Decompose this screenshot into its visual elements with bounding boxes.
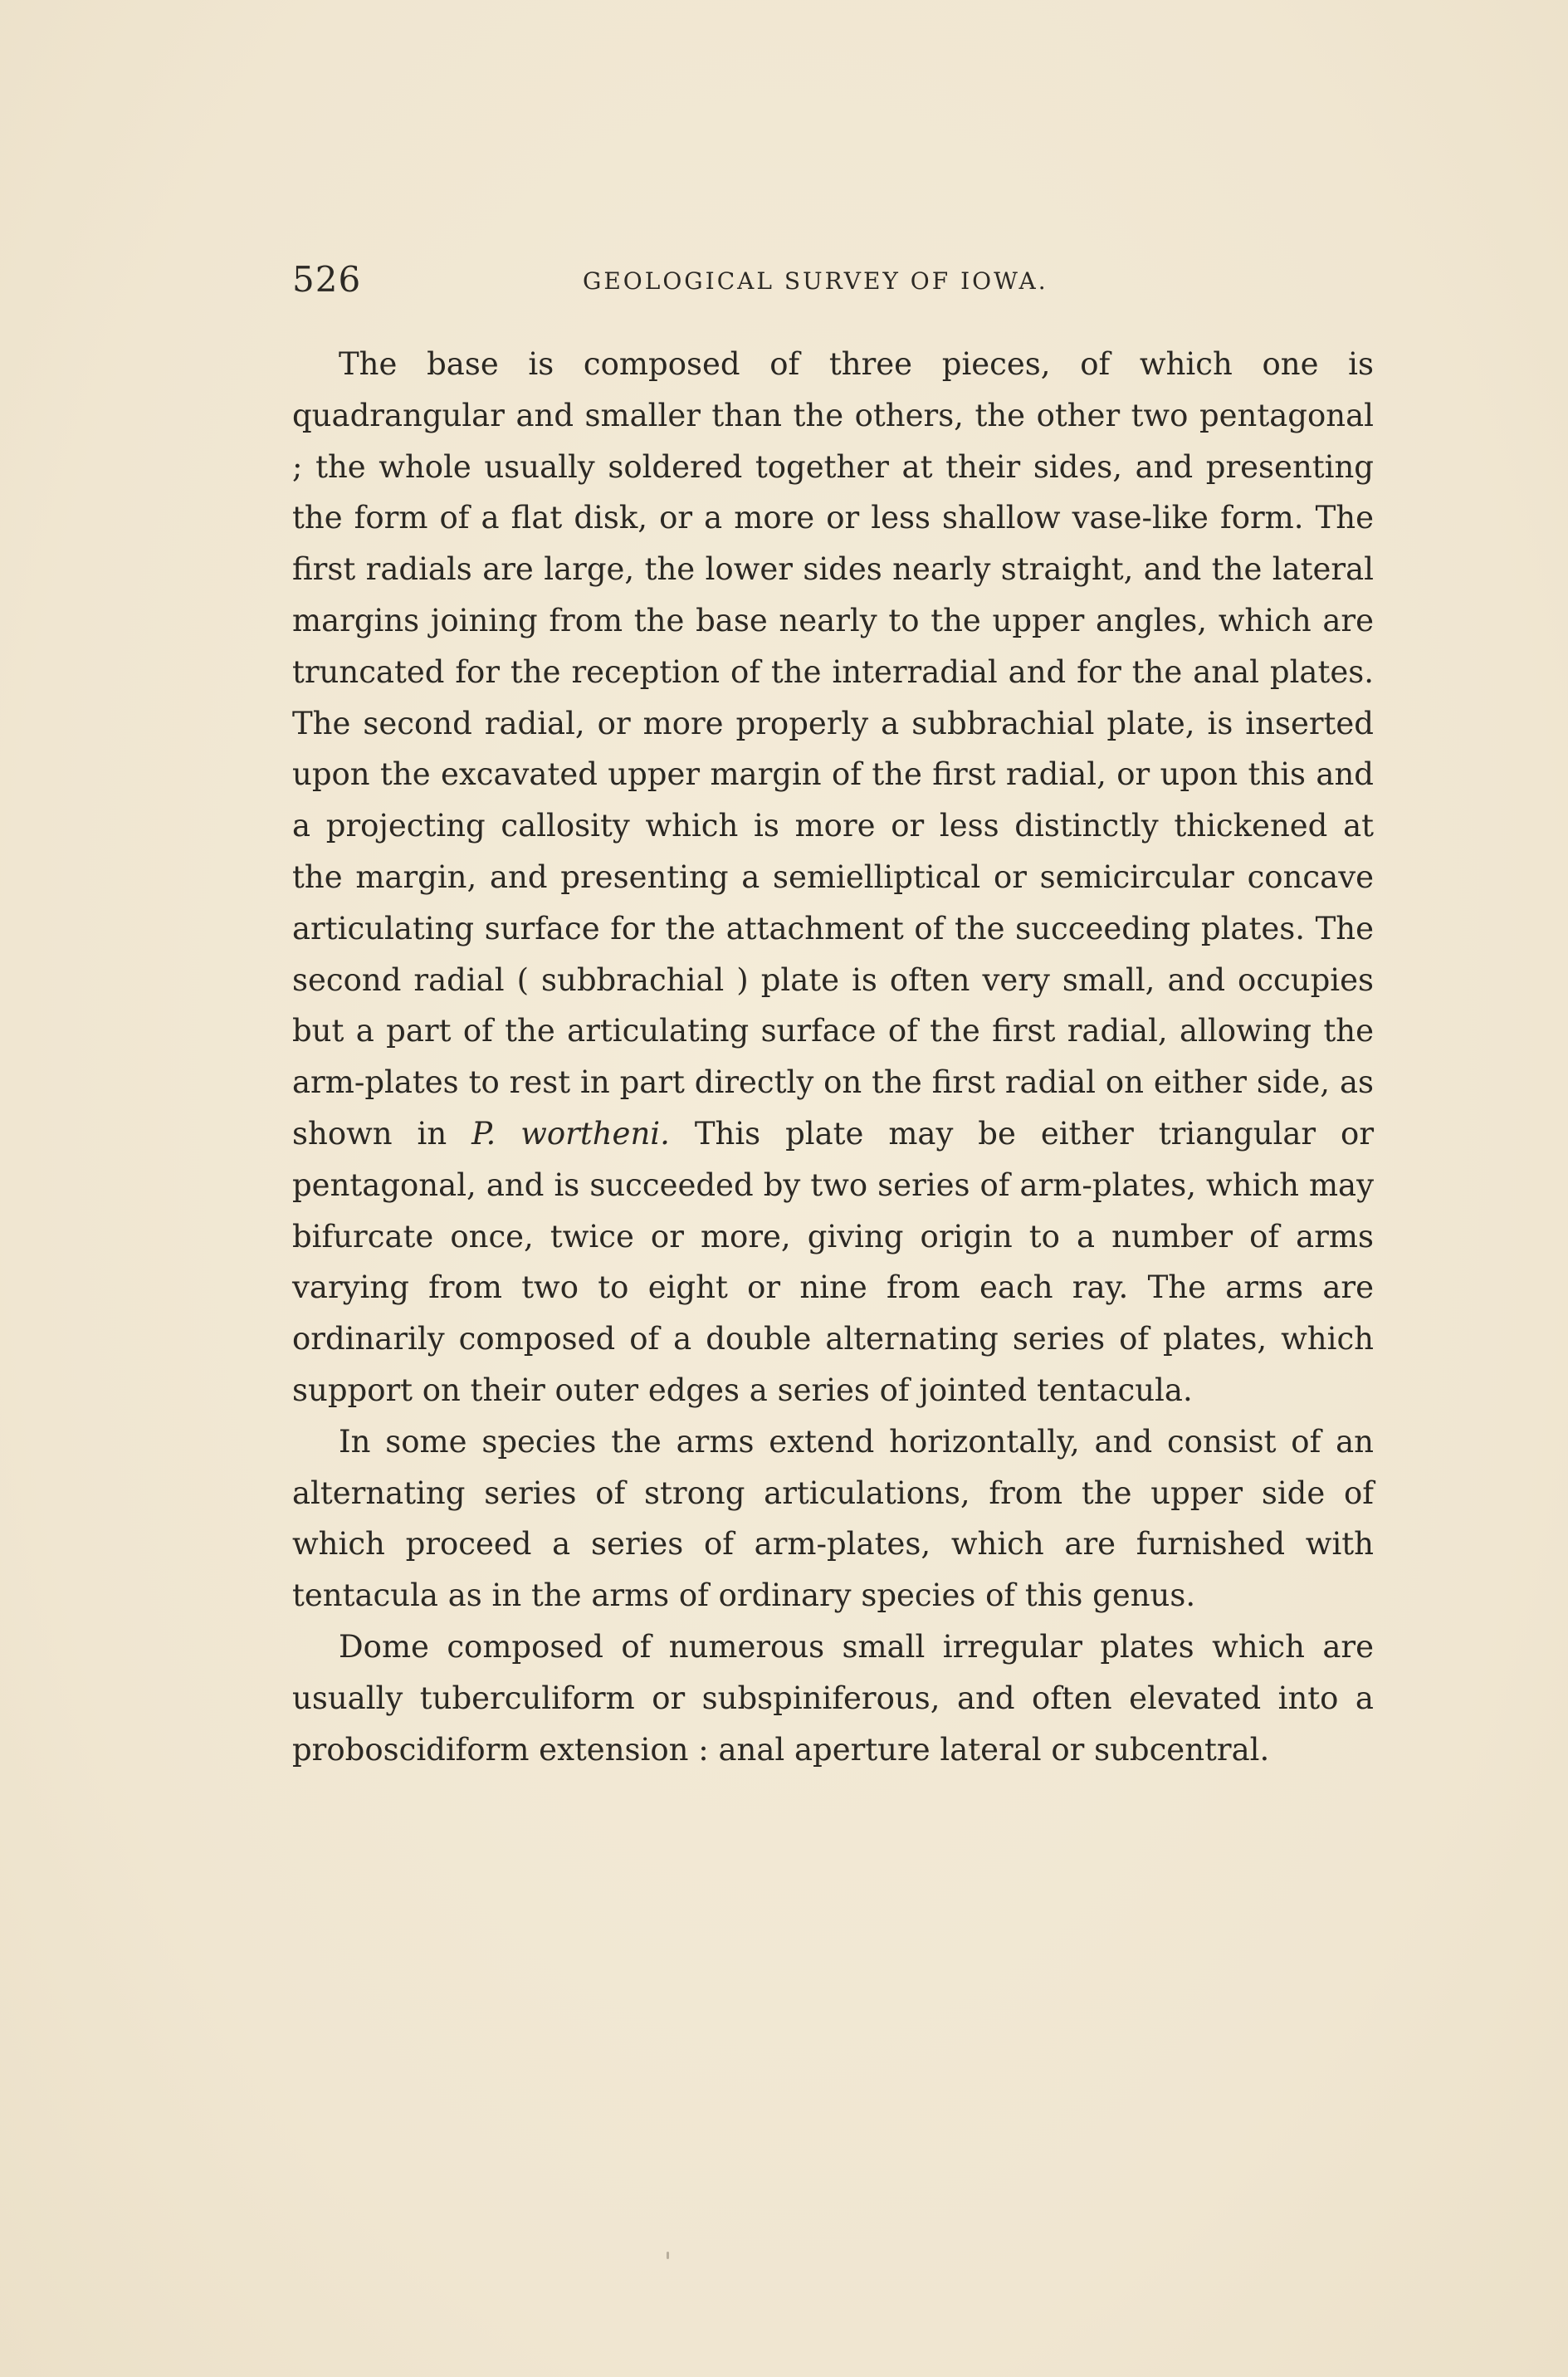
paragraph-text: This plate may be either triangular or pentagonal, and is succeeded by two series of arm-plates, which may bifurcate once, twice or more, giving origin to a number of arms varying from two to eight or nine from each ray. The arms are ordinarily composed of a double alternating series of plates, which support on their outer edges a series of jointed tentacula. — [292, 1115, 1375, 1408]
paper-speck — [667, 2252, 669, 2259]
paragraph-text: The base is composed of three pieces, of which one is quadrangular and smaller than the others, the other two pentagonal ; the whole usually soldered together at their sides, and presenting the form of a flat disk, or a more or less shallow vase-like form. The first radials are large, the lower sides nearly straight, and the lateral margins joining from the base nearly to the upper angles, which are truncated for the reception of the interradial and for the anal plates. The second radial, or more properly a subbrachial plate, is inserted upon the excavated upper margin of the first radial, or upon this and a projecting callosity which is more or less distinctly thickened at the margin, and presenting a semielliptical or semicircular concave articulating surface for the attachment of the succeeding plates. The second radial ( subbrachial ) plate is often very small, and occupies but a part of the articulating surface of the first radial, allowing the arm-plates to rest in part directly on the first radial on either side, as shown in — [292, 346, 1374, 1152]
paragraph-base-description — [292, 339, 1374, 1416]
page-number: 526 — [292, 259, 362, 300]
running-head: GEOLOGICAL SURVEY OF IOWA. — [583, 267, 1048, 295]
species-name: P. wortheni. — [471, 1115, 670, 1152]
body-text — [292, 339, 1374, 1775]
paragraph-arms-description: In some species the arms extend horizontally, and consist of an alternating series of strong articulations, from the upper side of which proceed a series of arm-plates, which are furnished with tentacula as in the arms of ordinary species of this genus. — [292, 1423, 1374, 1614]
paragraph-dome-description: Dome composed of numerous small irregular plates which are usually tuberculiform or subspiniferous, and often elevated into a proboscidiform extension : anal aperture lateral or subcentral. — [292, 1628, 1374, 1768]
page-header — [292, 259, 1388, 309]
